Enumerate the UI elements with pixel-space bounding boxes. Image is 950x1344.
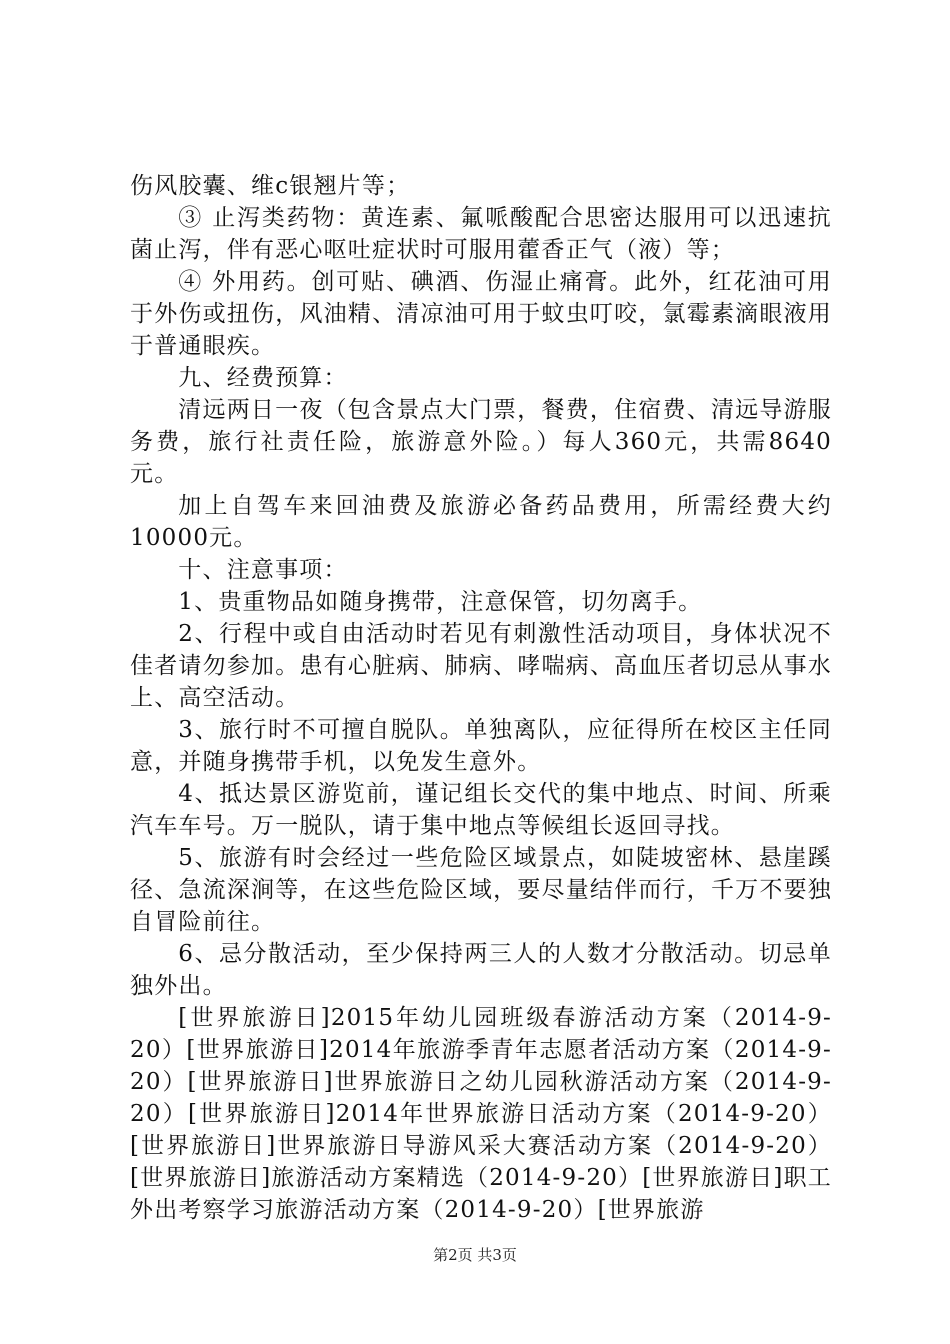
paragraph-external-medicine: ④ 外用药。创可贴、碘酒、伤湿止痛膏。此外，红花油可用于外伤或扭伤，风油精、清凉油可用于蚊虫叮咬，氯霉素滴眼液用于普通眼疾。 — [130, 269, 832, 359]
paragraph-budget-total: 加上自驾车来回油费及旅游必备药品费用，所需经费大约10000元。 — [130, 493, 832, 551]
note-item-4: 4、抵达景区游览前，谨记组长交代的集中地点、时间、所乘汽车车号。万一脱队，请于集中地点等候组长返回寻找。 — [130, 781, 832, 839]
note-item-3: 3、旅行时不可擅自脱队。单独离队，应征得所在校区主任同意，并随身携带手机，以免发生意外。 — [130, 717, 832, 775]
paragraph-continuation: 伤风胶囊、维c银翘片等； — [130, 173, 411, 199]
note-item-2: 2、行程中或自由活动时若见有刺激性活动项目，身体状况不佳者请勿参加。患有心脏病、肺病、哮喘病、高血压者切忌从事水上、高空活动。 — [130, 621, 832, 711]
note-item-1: 1、贵重物品如随身携带，注意保管，切勿离手。 — [178, 589, 703, 615]
paragraph-antidiarrheal: ③ 止泻类药物：黄连素、氟哌酸配合思密达服用可以迅速抗菌止泻，伴有恶心呕吐症状时可服用藿香正气（液）等； — [130, 205, 832, 263]
note-item-6: 6、忌分散活动，至少保持两三人的人数才分散活动。切忌单独外出。 — [130, 941, 832, 999]
section-heading-notes: 十、注意事项： — [178, 557, 348, 583]
page-number-footer: 第2页 共3页 — [433, 1246, 517, 1264]
note-item-5: 5、旅游有时会经过一些危险区域景点，如陡坡密林、悬崖蹊径、急流深涧等，在这些危险区域，要尽量结伴而行，千万不要独自冒险前往。 — [130, 845, 832, 935]
paragraph-budget-trip: 清远两日一夜（包含景点大门票，餐费，住宿费、清远导游服务费，旅行社责任险，旅游意外险。）每人360元，共需8640元。 — [130, 397, 832, 487]
section-heading-budget: 九、经费预算： — [178, 365, 348, 391]
related-articles-list: [世界旅游日]2015年幼儿园班级春游活动方案（2014-9-20）[世界旅游日]2014年旅游季青年志愿者活动方案（2014-9-20）[世界旅游日]世界旅游日之幼儿园秋游活动方案（2014-9-20）[世界旅游日]2014年世界旅游日活动方案（2014-9-20）[世界旅游日]世界旅游日导游风采大赛活动方案（2014-9-20）[世界旅游日]旅游活动方案精选（2014-9-20）[世界旅游日]职工外出考察学习旅游活动方案（2014-9-20）[世界旅游 — [130, 1005, 832, 1223]
document-body — [130, 170, 832, 1226]
